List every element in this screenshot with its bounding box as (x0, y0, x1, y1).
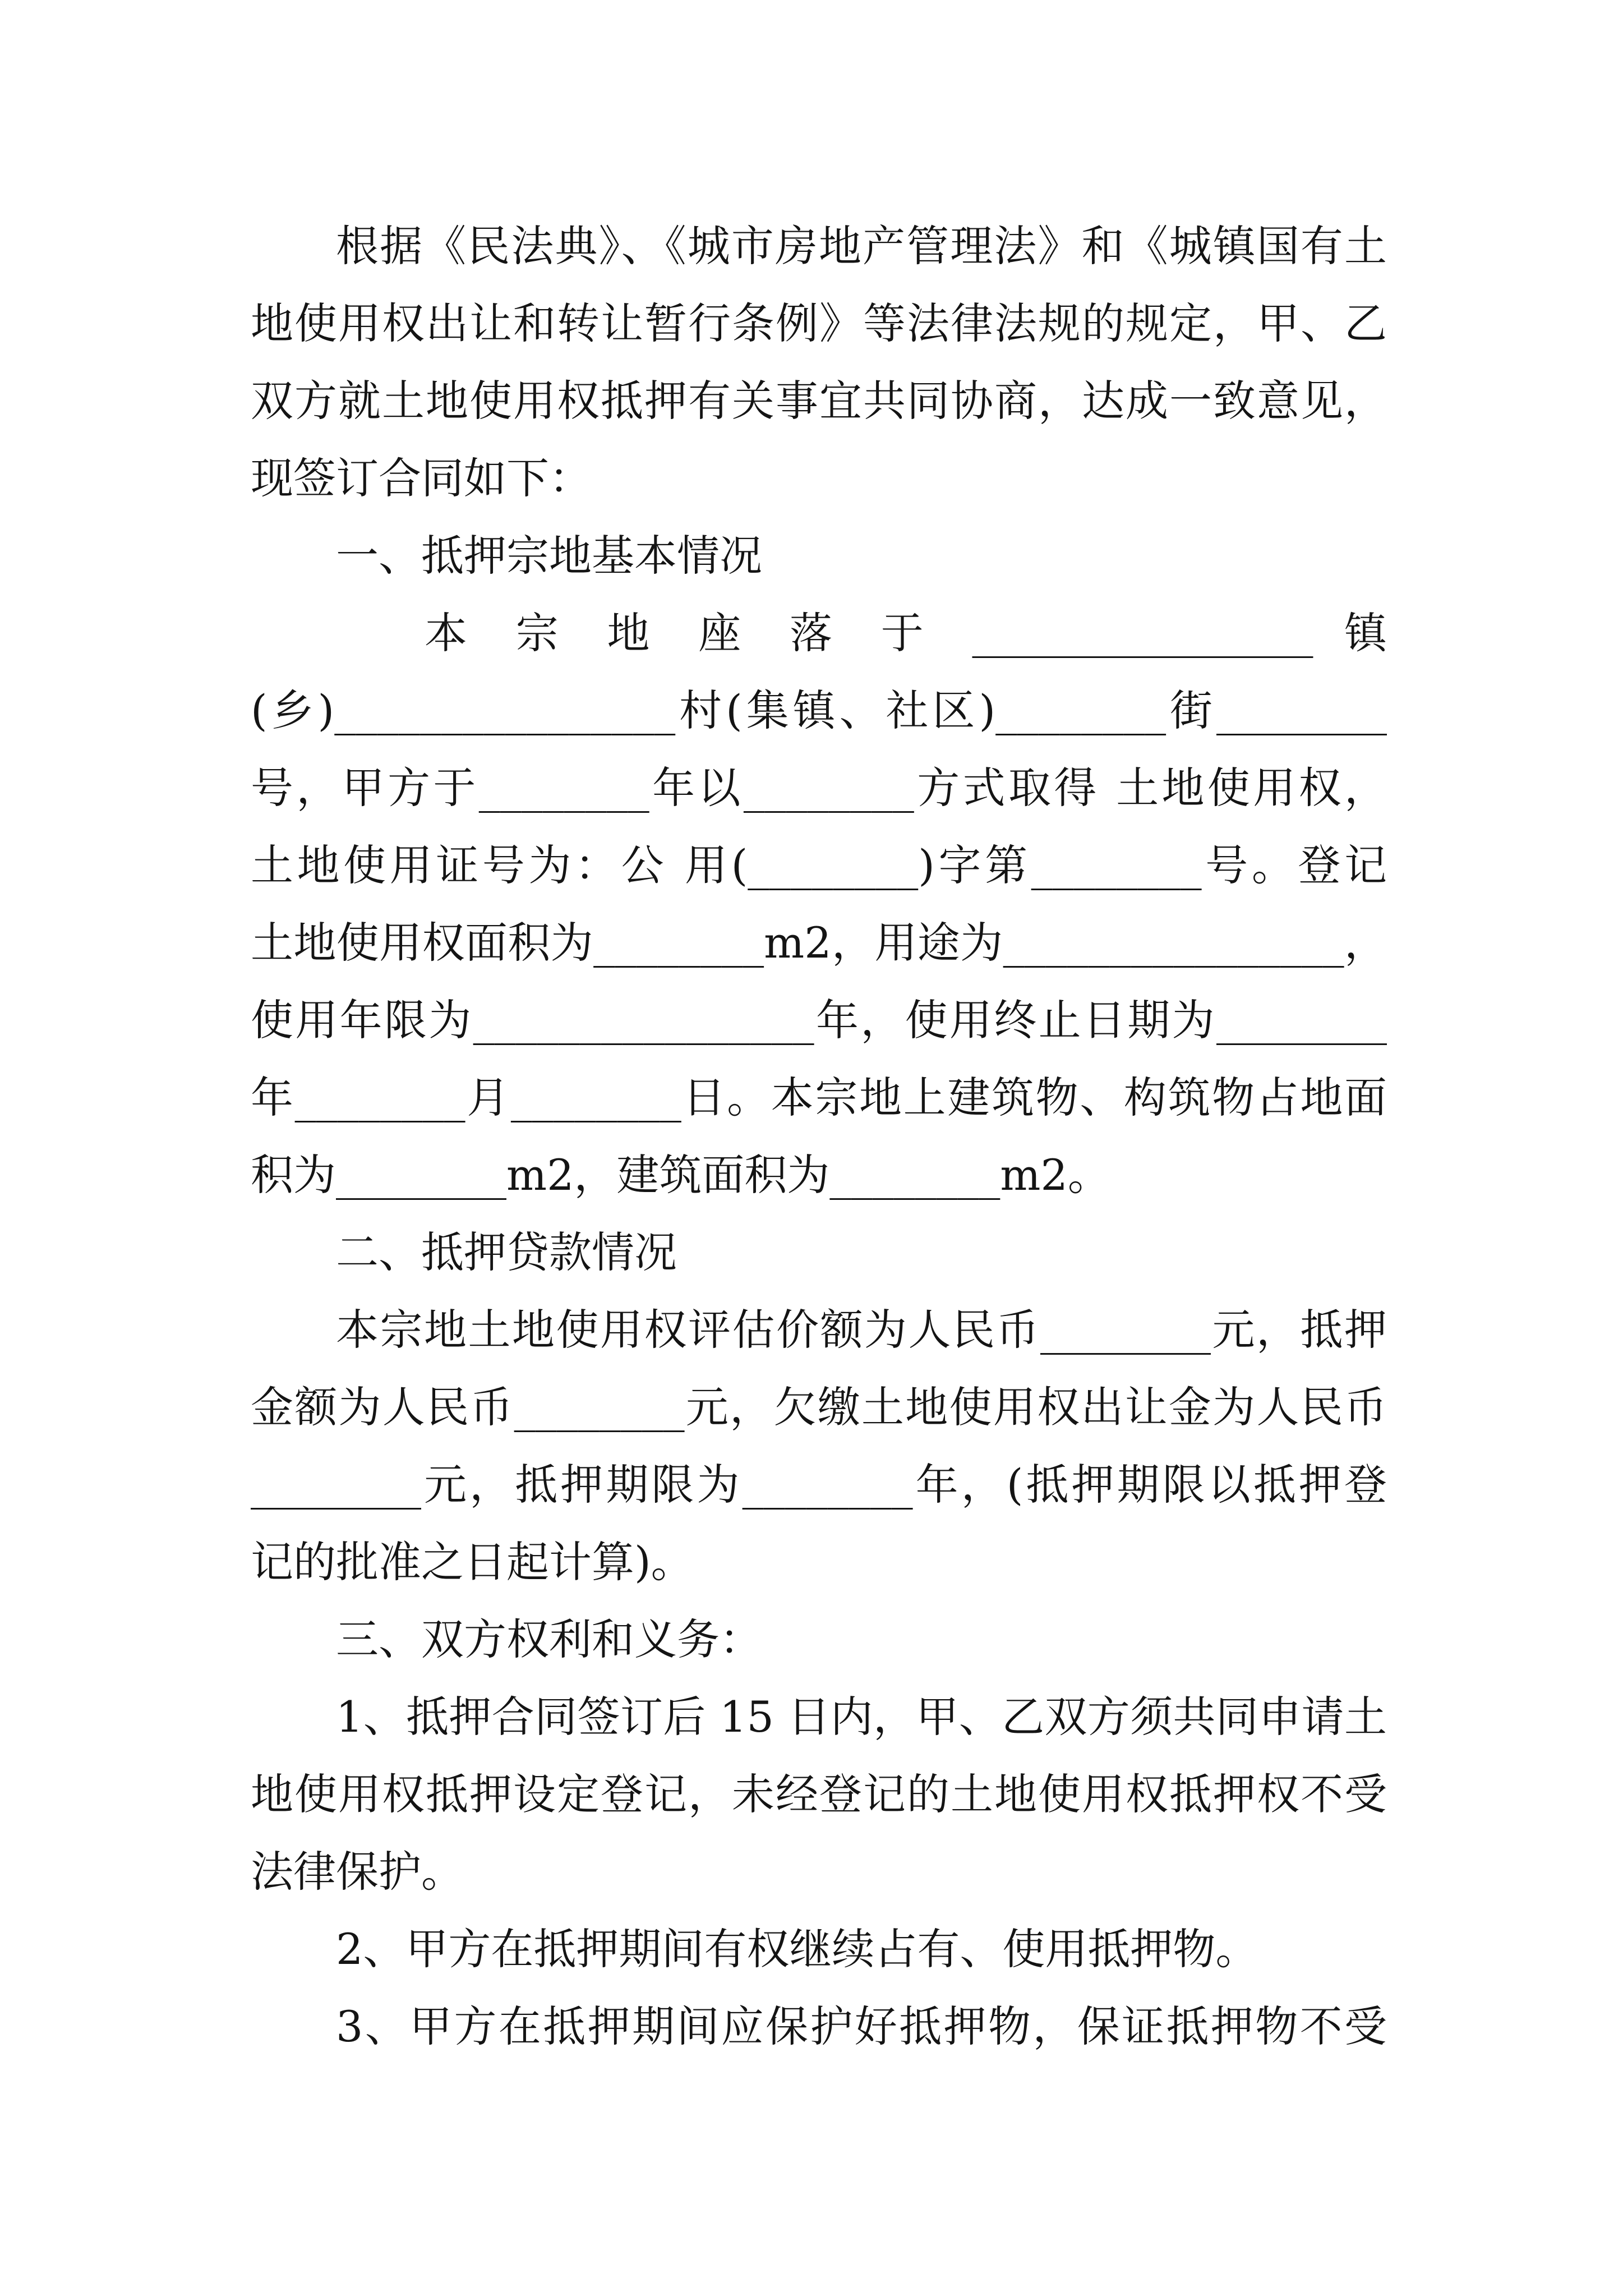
land-info-line: 土地使用证号为：公 用(________)字第________号。登记 (251, 840, 1387, 890)
paragraph-legal-basis-line: 地使用权出让和转让暂行条例》等法律法规的规定，甲、乙 (251, 298, 1387, 348)
loan-info-line: 记的批准之日起计算)。 (251, 1537, 694, 1587)
land-info-line: 号，甲方于________年以________方式取得 土地使用权， (251, 763, 1387, 813)
contract-body (251, 208, 1387, 2065)
paragraph-legal-basis-line: 现签订合同如下： (251, 453, 592, 503)
land-info-line: 使用年限为________________年，使用终止日期为________ (251, 995, 1387, 1045)
clause-1-line: 法律保护。 (251, 1847, 464, 1897)
section-heading-2: 二、抵押贷款情况 (336, 1227, 677, 1277)
land-info-line: 年________月________日。本宗地上建筑物、构筑物占地面 (251, 1073, 1387, 1122)
loan-info-line: ________元，抵押期限为________年，(抵押期限以抵押登 (251, 1460, 1387, 1510)
loan-info-line: 本宗地土地使用权评估价额为人民币________元，抵押 (336, 1305, 1387, 1355)
clause-3-line: 3、甲方在抵押期间应保护好抵押物，保证抵押物不受 (336, 2001, 1387, 2051)
loan-info-line: 金额为人民币________元，欠缴土地使用权出让金为人民币 (251, 1382, 1387, 1432)
paragraph-legal-basis-line: 双方就土地使用权抵押有关事宜共同协商，达成一致意见， (251, 376, 1387, 426)
clause-1-line: 地使用权抵押设定登记，未经登记的土地使用权抵押权不受 (251, 1769, 1387, 1819)
clause-1-line: 1、抵押合同签订后 15 日内，甲、乙双方须共同申请土 (336, 1692, 1387, 1742)
land-info-line: (乡)________________村(集镇、社区)________街________ (251, 685, 1387, 735)
clause-2-line: 2、甲方在抵押期间有权继续占有、使用抵押物。 (336, 1924, 1258, 1974)
land-info-line: 本 宗 地 座 落 于 ________________ 镇 (425, 608, 1387, 658)
land-info-line: 土地使用权面积为________m2，用途为________________， (251, 918, 1387, 968)
section-heading-3: 三、双方权利和义务： (336, 1614, 762, 1664)
paragraph-legal-basis-line: 根据《民法典》、《城市房地产管理法》和《城镇国有土 (336, 221, 1387, 271)
section-heading-1: 一、抵押宗地基本情况 (336, 531, 762, 581)
land-info-line: 积为________m2，建筑面积为________m2。 (251, 1150, 1110, 1200)
